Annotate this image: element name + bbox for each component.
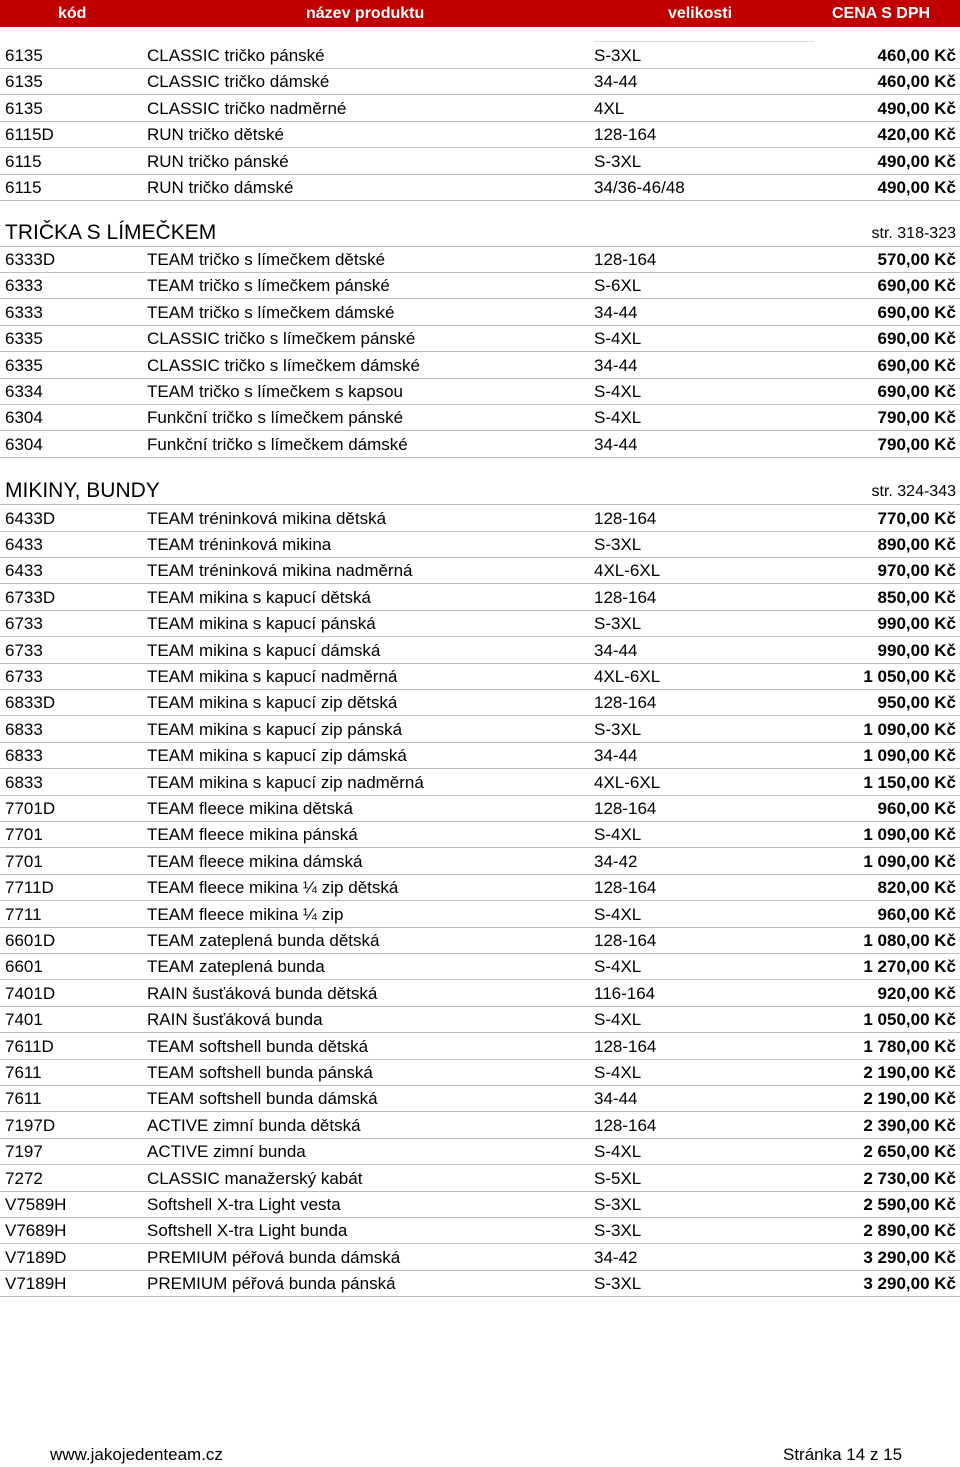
table-row bbox=[0, 1034, 960, 1060]
table-row bbox=[0, 247, 960, 273]
product-code: V7689H bbox=[5, 1221, 67, 1241]
table-row bbox=[0, 405, 960, 431]
product-code: 7611 bbox=[5, 1089, 42, 1109]
product-name: RUN tričko dětské bbox=[147, 125, 284, 145]
product-price: 1 080,00 Kč bbox=[863, 930, 956, 950]
table-row bbox=[0, 611, 960, 637]
product-sizes: 34-44 bbox=[594, 1089, 638, 1109]
product-sizes: S-4XL bbox=[594, 957, 642, 977]
table-row bbox=[0, 273, 960, 299]
product-name: TEAM mikina s kapucí nadměrná bbox=[147, 666, 398, 686]
product-name: TEAM tričko s límečkem s kapsou bbox=[147, 382, 404, 401]
product-sizes: 4XL bbox=[594, 98, 625, 118]
product-price: 970,00 Kč bbox=[877, 561, 956, 581]
table-row bbox=[0, 954, 960, 980]
product-name: TEAM zateplená bunda dětská bbox=[147, 930, 380, 950]
product-price: 2 730,00 Kč bbox=[863, 1168, 956, 1188]
header-sizes: velikosti bbox=[668, 5, 733, 22]
product-code: 7701 bbox=[5, 851, 43, 871]
product-sizes: 34-44 bbox=[594, 355, 638, 375]
product-code: 6115D bbox=[5, 125, 54, 145]
product-sizes: S-4XL bbox=[594, 1010, 642, 1030]
product-sizes: 34-44 bbox=[594, 72, 638, 92]
product-code: 6334 bbox=[5, 382, 43, 401]
product-name: TEAM tréninková mikina nadměrná bbox=[147, 561, 413, 581]
product-name: TEAM mikina s kapucí dětská bbox=[147, 587, 371, 607]
table-row bbox=[0, 379, 960, 405]
product-name: TEAM tričko s límečkem pánské bbox=[147, 276, 390, 296]
product-sizes: 4XL-6XL bbox=[594, 561, 661, 581]
product-sizes: 128-164 bbox=[594, 798, 657, 818]
table-row bbox=[0, 743, 960, 769]
section-title: TRIČKA S LÍMEČKEM bbox=[5, 221, 217, 244]
product-sizes: S-4XL bbox=[594, 408, 642, 428]
table-row bbox=[0, 770, 960, 796]
product-price: 1 090,00 Kč bbox=[863, 719, 956, 739]
product-name: TEAM tréninková mikina bbox=[147, 534, 332, 554]
product-code: 6733 bbox=[5, 640, 43, 660]
product-code: 6433 bbox=[5, 534, 43, 554]
product-price: 770,00 Kč bbox=[877, 508, 956, 528]
section-page-range: str. 324-343 bbox=[871, 483, 956, 500]
product-sizes: S-4XL bbox=[594, 329, 642, 349]
product-code: 7401D bbox=[5, 983, 56, 1003]
product-price: 570,00 Kč bbox=[877, 250, 956, 269]
product-name: CLASSIC tričko s límečkem dámské bbox=[147, 355, 421, 375]
product-price: 690,00 Kč bbox=[877, 276, 956, 296]
product-name: TEAM fleece mikina dětská bbox=[147, 798, 353, 818]
product-price: 960,00 Kč bbox=[877, 798, 956, 818]
product-price: 1 090,00 Kč bbox=[863, 825, 956, 845]
product-price: 1 270,00 Kč bbox=[863, 957, 956, 977]
product-code: 7711 bbox=[5, 904, 42, 924]
product-price: 490,00 Kč bbox=[877, 151, 956, 171]
product-price: 890,00 Kč bbox=[877, 534, 956, 554]
product-sizes: S-3XL bbox=[594, 614, 642, 634]
product-sizes: 128-164 bbox=[594, 1115, 657, 1135]
product-price: 2 390,00 Kč bbox=[863, 1115, 956, 1135]
table-row bbox=[0, 796, 960, 822]
product-sizes: 34-42 bbox=[594, 851, 638, 871]
product-code: 7272 bbox=[5, 1168, 43, 1188]
product-sizes: 128-164 bbox=[594, 930, 657, 950]
product-name: TEAM fleece mikina dámská bbox=[147, 851, 363, 871]
table-row bbox=[0, 506, 960, 532]
section-title: MIKINY, BUNDY bbox=[5, 479, 160, 502]
product-code: 7701 bbox=[5, 825, 43, 845]
product-sizes: 116-164 bbox=[594, 983, 656, 1003]
product-sizes: S-3XL bbox=[594, 534, 642, 554]
product-name: TEAM mikina s kapucí zip nadměrná bbox=[147, 772, 424, 792]
product-price: 950,00 Kč bbox=[877, 693, 956, 713]
product-code: 7701D bbox=[5, 798, 56, 818]
product-name: TEAM mikina s kapucí dámská bbox=[147, 640, 381, 660]
product-sizes: 4XL-6XL bbox=[594, 666, 661, 686]
footer-page-number: Stránka 14 z 15 bbox=[783, 1445, 903, 1464]
product-code: V7589H bbox=[5, 1194, 67, 1214]
product-code: 7611 bbox=[5, 1062, 42, 1082]
table-row bbox=[0, 1218, 960, 1244]
product-code: 6733 bbox=[5, 666, 43, 686]
product-sizes: 128-164 bbox=[594, 693, 657, 713]
product-name: RAIN šusťáková bunda dětská bbox=[147, 983, 378, 1003]
table-row bbox=[0, 1113, 960, 1139]
product-sizes: 34-42 bbox=[594, 1247, 638, 1267]
header-code: kód bbox=[58, 5, 87, 22]
product-code: 6833D bbox=[5, 693, 56, 713]
section-page-range: str. 318-323 bbox=[871, 225, 956, 242]
product-name: PREMIUM péřová bunda pánská bbox=[147, 1274, 396, 1294]
product-name: TEAM softshell bunda dámská bbox=[147, 1089, 378, 1109]
product-sizes: 34-44 bbox=[594, 302, 638, 322]
product-code: 6601 bbox=[5, 957, 43, 977]
product-code: 7401 bbox=[5, 1010, 43, 1030]
table-row bbox=[0, 981, 960, 1007]
table-row bbox=[0, 638, 960, 664]
table-row bbox=[0, 96, 960, 122]
product-sizes: 128-164 bbox=[594, 878, 657, 898]
product-name: Softshell X-tra Light vesta bbox=[147, 1194, 341, 1214]
table-row bbox=[0, 122, 960, 148]
product-price: 1 780,00 Kč bbox=[863, 1036, 956, 1056]
product-sizes: S-3XL bbox=[594, 151, 642, 171]
product-code: 6833 bbox=[5, 719, 43, 739]
product-price: 690,00 Kč bbox=[877, 355, 956, 375]
product-code: 6304 bbox=[5, 434, 43, 454]
product-name: TEAM tričko s límečkem dětské bbox=[147, 250, 386, 269]
product-sizes: 34-44 bbox=[594, 746, 638, 766]
product-sizes: S-4XL bbox=[594, 904, 642, 924]
product-sizes: S-4XL bbox=[594, 825, 642, 845]
section-heading bbox=[0, 478, 960, 505]
product-name: PREMIUM péřová bunda dámská bbox=[147, 1247, 401, 1267]
product-name: RAIN šusťáková bunda bbox=[147, 1010, 323, 1030]
product-sizes: S-3XL bbox=[594, 46, 642, 65]
product-code: V7189D bbox=[5, 1247, 67, 1267]
table-row bbox=[0, 1166, 960, 1192]
product-sizes: S-4XL bbox=[594, 382, 642, 401]
product-code: 6135 bbox=[5, 46, 43, 65]
product-price: 790,00 Kč bbox=[877, 434, 956, 454]
table-row bbox=[0, 690, 960, 716]
product-sizes: S-4XL bbox=[594, 1062, 642, 1082]
product-name: TEAM mikina s kapucí zip dětská bbox=[147, 693, 398, 713]
product-sizes: 128-164 bbox=[594, 250, 657, 269]
product-sizes: S-3XL bbox=[594, 719, 642, 739]
table-row bbox=[0, 326, 960, 352]
product-sizes: 34/36-46/48 bbox=[594, 178, 685, 197]
product-price: 2 190,00 Kč bbox=[863, 1062, 956, 1082]
product-sizes: 128-164 bbox=[594, 508, 657, 528]
header-price: CENA S DPH bbox=[832, 5, 931, 22]
product-code: 6115 bbox=[5, 178, 42, 197]
table-row bbox=[0, 43, 960, 69]
product-name: RUN tričko dámské bbox=[147, 178, 294, 197]
table-row bbox=[0, 1245, 960, 1271]
product-price: 2 190,00 Kč bbox=[863, 1089, 956, 1109]
product-code: 6833 bbox=[5, 772, 43, 792]
product-code: 6335 bbox=[5, 329, 43, 349]
product-name: TEAM tričko s límečkem dámské bbox=[147, 302, 395, 322]
table-row bbox=[0, 175, 960, 201]
product-name: CLASSIC tričko dámské bbox=[147, 72, 330, 92]
footer-website[interactable]: www.jakojedenteam.cz bbox=[50, 1445, 223, 1464]
table-row bbox=[0, 717, 960, 743]
product-sizes: S-4XL bbox=[594, 1142, 642, 1162]
product-name: TEAM softshell bunda pánská bbox=[147, 1062, 373, 1082]
product-code: 6733D bbox=[5, 587, 56, 607]
product-price: 2 590,00 Kč bbox=[863, 1194, 956, 1214]
product-name: TEAM mikina s kapucí zip pánská bbox=[147, 719, 403, 739]
product-name: TEAM fleece mikina ¼ zip dětská bbox=[147, 878, 399, 898]
product-price: 460,00 Kč bbox=[877, 72, 956, 92]
section-heading bbox=[0, 220, 960, 247]
product-name: ACTIVE zimní bunda dětská bbox=[147, 1115, 361, 1135]
product-sizes: S-5XL bbox=[594, 1168, 642, 1188]
product-code: 6135 bbox=[5, 72, 43, 92]
product-price: 690,00 Kč bbox=[877, 329, 956, 349]
table-row bbox=[0, 69, 960, 95]
product-name: Funkční tričko s límečkem dámské bbox=[147, 434, 408, 454]
table-header bbox=[0, 0, 960, 27]
product-price: 1 050,00 Kč bbox=[863, 666, 956, 686]
product-name: TEAM mikina s kapucí zip dámská bbox=[147, 746, 407, 766]
product-price: 420,00 Kč bbox=[877, 125, 956, 145]
product-name: TEAM tréninková mikina dětská bbox=[147, 508, 387, 528]
product-code: V7189H bbox=[5, 1274, 67, 1294]
product-price: 790,00 Kč bbox=[877, 408, 956, 428]
product-name: TEAM fleece mikina pánská bbox=[147, 825, 358, 845]
product-name: TEAM mikina s kapucí pánská bbox=[147, 614, 376, 634]
divider bbox=[594, 41, 814, 42]
table-row bbox=[0, 300, 960, 326]
product-price: 960,00 Kč bbox=[877, 904, 956, 924]
product-sizes: 128-164 bbox=[594, 125, 657, 145]
table-row bbox=[0, 432, 960, 458]
table-row bbox=[0, 149, 960, 175]
product-sizes: 128-164 bbox=[594, 1036, 657, 1056]
product-name: TEAM zateplená bunda bbox=[147, 957, 325, 977]
product-code: 6433 bbox=[5, 561, 43, 581]
product-code: 6335 bbox=[5, 355, 43, 375]
product-price: 990,00 Kč bbox=[877, 640, 956, 660]
product-price: 850,00 Kč bbox=[877, 587, 956, 607]
product-price: 820,00 Kč bbox=[877, 878, 956, 898]
product-sizes: 34-44 bbox=[594, 640, 638, 660]
table-row bbox=[0, 1192, 960, 1218]
header-product-name: název produktu bbox=[306, 5, 425, 22]
product-price: 1 090,00 Kč bbox=[863, 746, 956, 766]
product-code: 6333 bbox=[5, 302, 43, 322]
product-price: 3 290,00 Kč bbox=[863, 1274, 956, 1294]
product-name: CLASSIC tričko pánské bbox=[147, 46, 325, 65]
product-price: 920,00 Kč bbox=[877, 983, 956, 1003]
product-sizes: S-6XL bbox=[594, 276, 642, 296]
product-code: 6333 bbox=[5, 276, 43, 296]
table-row bbox=[0, 558, 960, 584]
table-row bbox=[0, 532, 960, 558]
product-code: 7197 bbox=[5, 1142, 43, 1162]
product-code: 7197D bbox=[5, 1115, 56, 1135]
product-sizes: 128-164 bbox=[594, 587, 657, 607]
product-name: TEAM fleece mikina ¼ zip bbox=[147, 904, 344, 924]
product-sizes: S-3XL bbox=[594, 1221, 642, 1241]
product-price: 490,00 Kč bbox=[877, 178, 956, 197]
product-code: 6433D bbox=[5, 508, 56, 528]
product-code: 6304 bbox=[5, 408, 43, 428]
product-name: CLASSIC manažerský kabát bbox=[147, 1168, 363, 1188]
table-row bbox=[0, 849, 960, 875]
product-price: 3 290,00 Kč bbox=[863, 1247, 956, 1267]
product-name: ACTIVE zimní bunda bbox=[147, 1142, 306, 1162]
product-name: Softshell X-tra Light bunda bbox=[147, 1221, 348, 1241]
product-code: 7611D bbox=[5, 1036, 54, 1056]
product-code: 6833 bbox=[5, 746, 43, 766]
product-price: 460,00 Kč bbox=[877, 46, 956, 65]
product-name: CLASSIC tričko nadměrné bbox=[147, 98, 347, 118]
product-price: 690,00 Kč bbox=[877, 302, 956, 322]
product-price: 1 090,00 Kč bbox=[863, 851, 956, 871]
table-row bbox=[0, 1086, 960, 1112]
table-row bbox=[0, 1139, 960, 1165]
product-code: 6733 bbox=[5, 614, 43, 634]
product-code: 6115 bbox=[5, 151, 42, 171]
product-code: 7711D bbox=[5, 878, 54, 898]
product-sizes: S-3XL bbox=[594, 1194, 642, 1214]
table-row bbox=[0, 822, 960, 848]
table-row bbox=[0, 664, 960, 690]
product-code: 6135 bbox=[5, 98, 43, 118]
product-code: 6333D bbox=[5, 250, 56, 269]
product-name: CLASSIC tričko s límečkem pánské bbox=[147, 329, 416, 349]
table-row bbox=[0, 1060, 960, 1086]
product-price: 2 650,00 Kč bbox=[863, 1142, 956, 1162]
product-sizes: 34-44 bbox=[594, 434, 638, 454]
product-price: 690,00 Kč bbox=[877, 382, 956, 401]
table-row bbox=[0, 585, 960, 611]
product-name: Funkční tričko s límečkem pánské bbox=[147, 408, 404, 428]
product-sizes: S-3XL bbox=[594, 1274, 642, 1294]
product-sizes: 4XL-6XL bbox=[594, 772, 661, 792]
table-row bbox=[0, 928, 960, 954]
table-row bbox=[0, 875, 960, 901]
product-price: 490,00 Kč bbox=[877, 98, 956, 118]
product-code: 6601D bbox=[5, 930, 56, 950]
table-row bbox=[0, 1271, 960, 1297]
product-price: 1 050,00 Kč bbox=[863, 1010, 956, 1030]
product-name: TEAM softshell bunda dětská bbox=[147, 1036, 369, 1056]
product-price: 1 150,00 Kč bbox=[863, 772, 956, 792]
table-row bbox=[0, 353, 960, 379]
table-row bbox=[0, 902, 960, 928]
table-row bbox=[0, 1007, 960, 1033]
product-price: 990,00 Kč bbox=[877, 614, 956, 634]
product-price: 2 890,00 Kč bbox=[863, 1221, 956, 1241]
product-name: RUN tričko pánské bbox=[147, 151, 289, 171]
